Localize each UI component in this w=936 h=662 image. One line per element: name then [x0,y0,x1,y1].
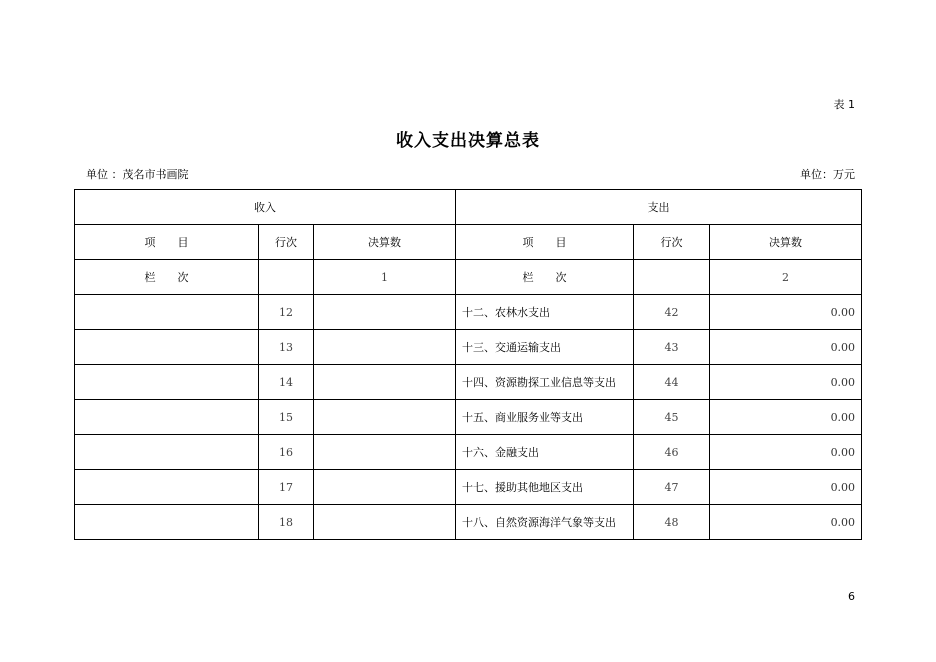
income-amount [314,435,456,470]
income-row-no: 17 [259,470,314,505]
income-row-no: 14 [259,365,314,400]
expense-row-no-header: 行次 [634,225,710,260]
page-title: 收入支出决算总表 [396,131,540,151]
table-row [75,330,862,365]
income-amount [314,505,456,540]
income-item [75,365,259,400]
expense-amount: 0.00 [710,470,862,505]
income-amount [314,365,456,400]
expense-lanci-rowno [634,260,710,295]
income-item-header: 项 目 [75,225,259,260]
income-lanci-label: 栏 次 [75,260,259,295]
expense-amount: 0.00 [710,400,862,435]
expense-row-no: 45 [634,400,710,435]
income-item [75,295,259,330]
table-row [75,470,862,505]
income-item [75,330,259,365]
expense-lanci-label: 栏 次 [456,260,634,295]
table-label: 表 1 [833,98,855,111]
expense-row-no: 48 [634,505,710,540]
expense-item: 十三、交通运输支出 [456,330,634,365]
table-row [75,365,862,400]
table-row [75,295,862,330]
expense-amount: 0.00 [710,330,862,365]
reporting-unit: 单位 ：茂名市书画院 [86,168,189,181]
income-row-no: 15 [259,400,314,435]
income-amount [314,330,456,365]
expense-row-no: 47 [634,470,710,505]
currency-unit: 单位：万元 [800,168,855,181]
expense-amount: 0.00 [710,295,862,330]
expense-item: 十五、商业服务业等支出 [456,400,634,435]
expense-amount: 0.00 [710,365,862,400]
income-amount [314,400,456,435]
income-row-no-header: 行次 [259,225,314,260]
income-row-no: 16 [259,435,314,470]
expense-row-no: 43 [634,330,710,365]
lanci-row [75,260,862,295]
income-row-no: 13 [259,330,314,365]
income-row-no: 12 [259,295,314,330]
income-amount-header: 决算数 [314,225,456,260]
table-row [75,435,862,470]
table-row [75,505,862,540]
income-lanci-rowno [259,260,314,295]
income-header: 收入 [75,190,456,225]
income-lanci-col: 1 [314,260,456,295]
page-number: 6 [848,590,855,603]
expense-lanci-col: 2 [710,260,862,295]
expense-item: 十七、援助其他地区支出 [456,470,634,505]
column-header-row [75,225,862,260]
expense-item: 十四、资源勘探工业信息等支出 [456,365,634,400]
expense-row-no: 46 [634,435,710,470]
income-item [75,400,259,435]
summary-table [74,189,862,540]
income-item [75,505,259,540]
expense-header: 支出 [456,190,862,225]
income-row-no: 18 [259,505,314,540]
expense-amount-header: 决算数 [710,225,862,260]
expense-item-header: 项 目 [456,225,634,260]
expense-item: 十八、自然资源海洋气象等支出 [456,505,634,540]
table-row [75,400,862,435]
income-item [75,470,259,505]
expense-amount: 0.00 [710,505,862,540]
income-item [75,435,259,470]
section-header-row [75,190,862,225]
expense-row-no: 42 [634,295,710,330]
expense-item: 十二、农林水支出 [456,295,634,330]
income-amount [314,470,456,505]
expense-amount: 0.00 [710,435,862,470]
expense-item: 十六、金融支出 [456,435,634,470]
expense-row-no: 44 [634,365,710,400]
income-amount [314,295,456,330]
